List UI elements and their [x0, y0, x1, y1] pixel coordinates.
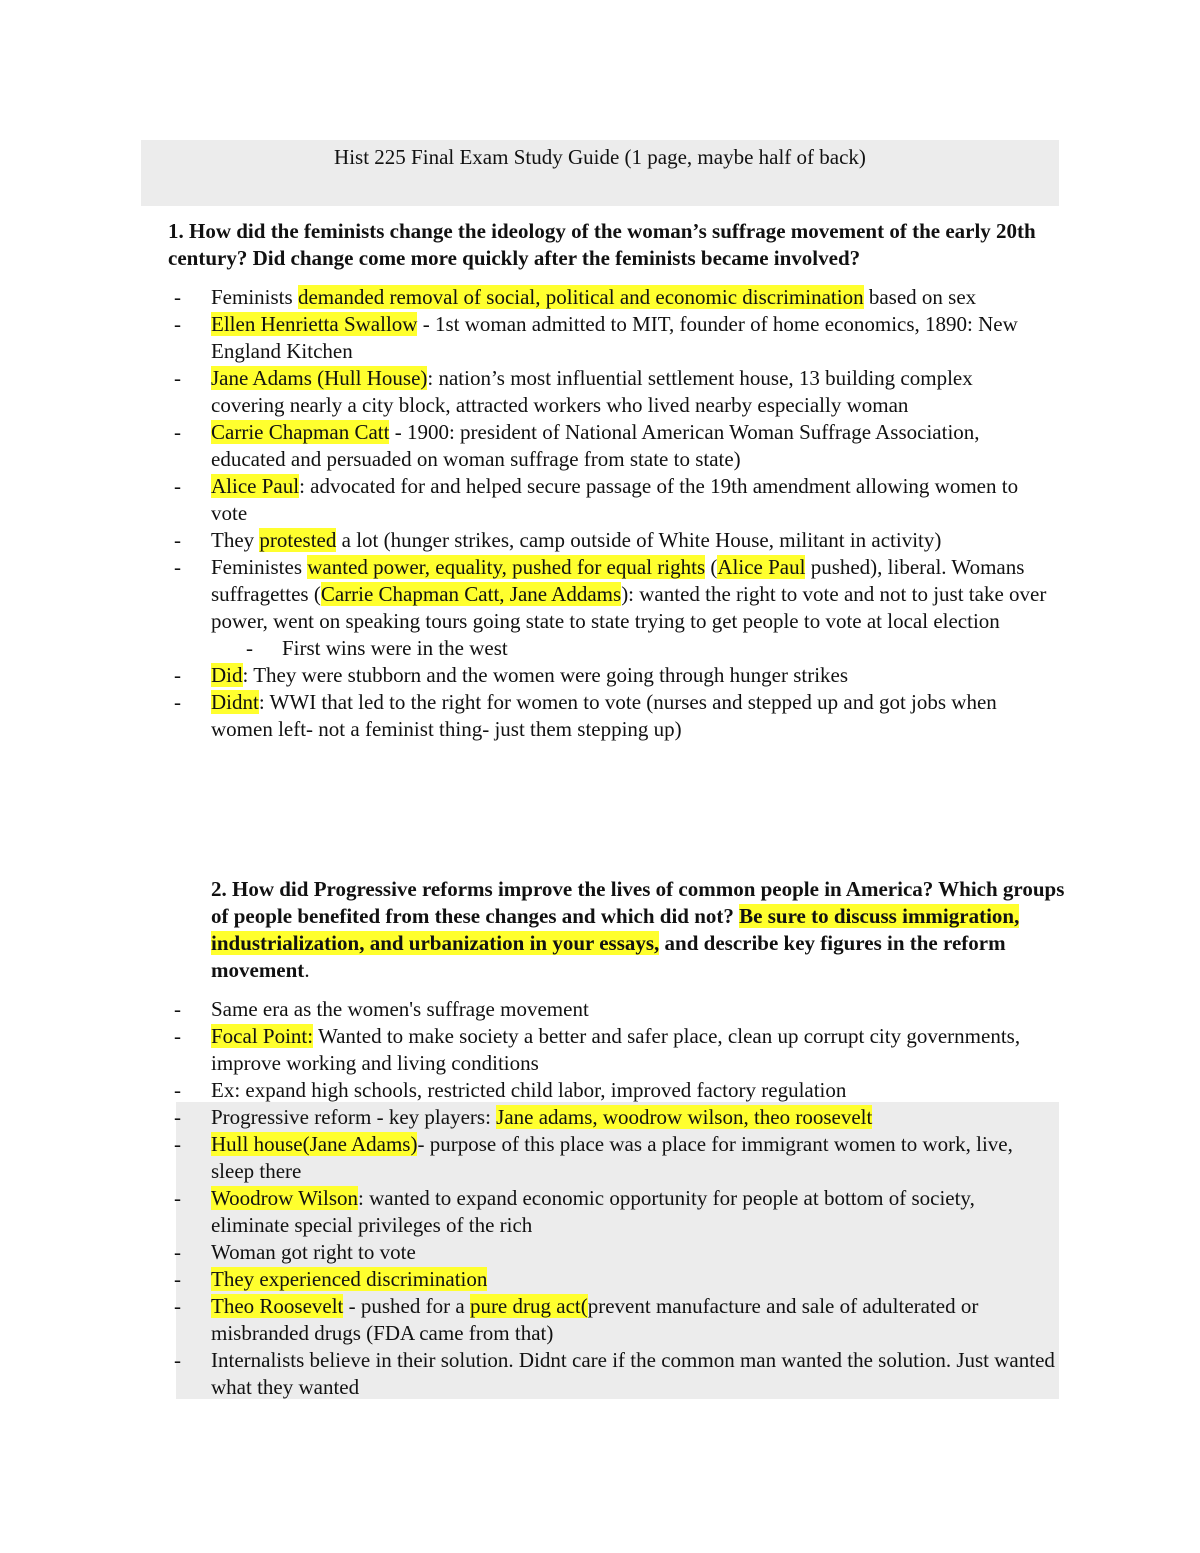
highlight: Hull house(Jane Adams)	[211, 1132, 418, 1156]
list-item: - Hull house(Jane Adams)- purpose of this place was a place for immigrant women to work, live, sleep there	[168, 1131, 1058, 1185]
list-item: - Internalists believe in their solution. Didnt care if the common man wanted the solution. Just wanted what they wanted	[168, 1347, 1058, 1401]
highlight: Woodrow Wilson	[211, 1186, 358, 1210]
list-item: - Feministes wanted power, equality, pushed for equal rights (Alice Paul pushed), liberal. Womans suffragettes (Carrie Chapman Catt, Jane Addams): wanted the right to vote and not to just take over power, went on speaking tours going state to state trying to get people to vote at local election	[168, 554, 1048, 635]
list-item: - Same era as the women's suffrage movement	[168, 996, 1058, 1023]
list-item: - Ex: expand high schools, restricted child labor, improved factory regulation	[168, 1077, 1058, 1104]
list-item: - Did: They were stubborn and the women were going through hunger strikes	[168, 662, 1048, 689]
list-item: - Focal Point: Wanted to make society a better and safer place, clean up corrupt city governments, improve working and living conditions	[168, 1023, 1058, 1077]
highlight: Alice Paul	[211, 474, 300, 498]
highlight: Jane Adams (Hull House)	[211, 366, 428, 390]
highlight: Carrie Chapman Catt, Jane Addams	[320, 582, 622, 606]
question-2-notes	[168, 996, 1058, 1401]
highlight: Alice Paul	[717, 555, 806, 579]
list-item: - Woman got right to vote	[168, 1239, 1058, 1266]
highlight: Didnt	[211, 690, 259, 714]
question-1: 1. How did the feminists change the ideology of the woman’s suffrage movement of the early 20th century? Did change come more quickly after the feminists became involved?	[168, 219, 1036, 270]
question-2: 2. How did Progressive reforms improve the lives of common people in America? Which groups of people benefited from these changes and which did not? Be sure to discuss immigration, industrialization, and urbanization in your essays, and describe key figures in the reform movement.	[211, 877, 1065, 982]
highlight: Focal Point:	[211, 1024, 314, 1048]
highlight: demanded removal of social, political and economic discrimination	[297, 285, 864, 309]
list-item: - Jane Adams (Hull House): nation’s most influential settlement house, 13 building complex covering nearly a city block, attracted workers who lived nearby especially woman	[168, 365, 1048, 419]
highlight: protested	[259, 528, 337, 552]
list-item: - They protested a lot (hunger strikes, camp outside of White House, militant in activity)	[168, 527, 1048, 554]
list-item: - Carrie Chapman Catt - 1900: president of National American Woman Suffrage Association, educated and persuaded on woman suffrage from state to state)	[168, 419, 1048, 473]
list-item: - Progressive reform - key players: Jane adams, woodrow wilson, theo roosevelt	[168, 1104, 1058, 1131]
highlight: Be sure to discuss immigration, industrialization, and urbanization in your essays,	[211, 904, 1020, 955]
highlight: Ellen Henrietta Swallow	[211, 312, 418, 336]
list-item: - Feminists demanded removal of social, political and economic discrimination based on sex	[168, 284, 1048, 311]
document-title: Hist 225 Final Exam Study Guide (1 page, maybe half of back)	[334, 145, 866, 169]
highlight: They experienced discrimination	[211, 1267, 488, 1291]
highlight: Did	[211, 663, 243, 687]
highlight: pure drug act(	[469, 1294, 588, 1318]
list-item: - Theo Roosevelt - pushed for a pure drug act(prevent manufacture and sale of adulterated or misbranded drugs (FDA came from that)	[168, 1293, 1058, 1347]
highlight: Carrie Chapman Catt	[211, 420, 390, 444]
highlight: Theo Roosevelt	[211, 1294, 344, 1318]
question-1-notes	[168, 284, 1048, 743]
highlight: Jane adams, woodrow wilson, theo roosevelt	[496, 1105, 873, 1129]
list-item: - Woodrow Wilson: wanted to expand economic opportunity for people at bottom of society, eliminate special privileges of the rich	[168, 1185, 1058, 1239]
list-item: - Didnt: WWI that led to the right for women to vote (nurses and stepped up and got jobs when women left- not a feminist thing- just them stepping up)	[168, 689, 1048, 743]
list-item: - Ellen Henrietta Swallow - 1st woman admitted to MIT, founder of home economics, 1890: New England Kitchen	[168, 311, 1048, 365]
list-item: - Alice Paul: advocated for and helped secure passage of the 19th amendment allowing women to vote	[168, 473, 1048, 527]
highlight: wanted power, equality, pushed for equal rights	[307, 555, 706, 579]
sub-list-item: - First wins were in the west	[168, 635, 1048, 662]
list-item	[168, 1266, 1058, 1293]
